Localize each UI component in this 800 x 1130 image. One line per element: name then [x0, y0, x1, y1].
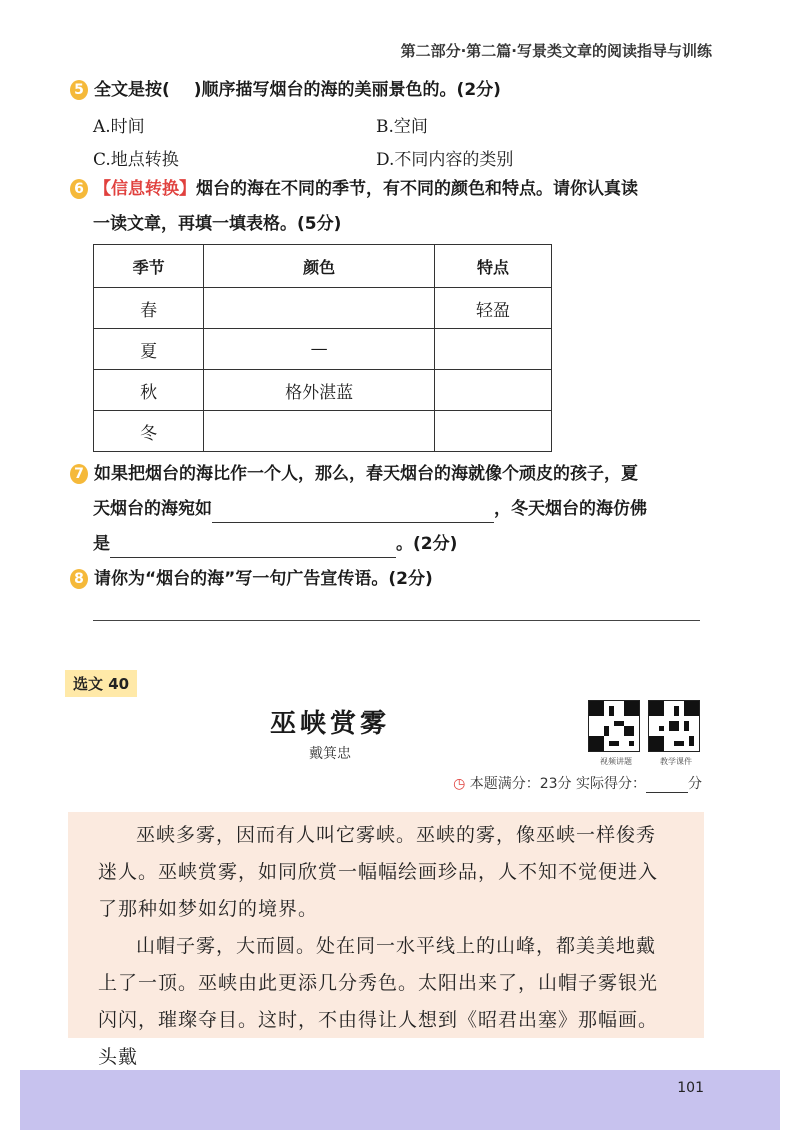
table-row: [94, 370, 552, 411]
table-cell: 格外湛蓝: [204, 370, 435, 411]
table-row: [94, 288, 552, 329]
passage-paragraph: 山帽子雾，大而圆。处在同一水平线上的山峰，都美美地戴上了一顶。巫峡由此更添几分秀色。太阳出来了，山帽子雾银光闪闪，璀璨夺目。这时，不由得让人想到《昭君出塞》那幅画。头戴: [98, 935, 659, 1068]
answer-blank[interactable]: [110, 535, 396, 558]
season-table: [93, 244, 552, 452]
score-label: 本题满分：23分 实际得分：: [469, 776, 646, 792]
table-cell: 冬: [94, 411, 204, 452]
question-7-line3: [93, 530, 457, 558]
question-text: 全文是按(: [94, 80, 170, 100]
passage-title: 巫峡赏雾: [269, 709, 390, 739]
question-8: [70, 565, 433, 593]
section-header: 第二部分·第二篇·写景类文章的阅读指导与训练: [400, 42, 712, 60]
question-text: 。(2分): [396, 534, 458, 554]
question-text-cont: )顺序描写烟台的海的美丽景色的。(2分): [193, 80, 501, 100]
score-unit: 分: [688, 776, 702, 792]
question-number: 5: [70, 80, 88, 100]
table-cell: 轻盈: [435, 288, 552, 329]
question-text: 请你为“烟台的海”写一句广告宣传语。(2分): [94, 569, 433, 589]
score-blank[interactable]: [646, 778, 688, 793]
table-cell: 春: [94, 288, 204, 329]
table-cell-blank[interactable]: [435, 329, 552, 370]
table-cell: 秋: [94, 370, 204, 411]
question-6: [70, 175, 710, 203]
answer-line[interactable]: [93, 620, 700, 621]
qr-label: 教学课件: [660, 757, 692, 766]
qr-video[interactable]: [588, 700, 644, 767]
clock-icon: ◷: [453, 776, 466, 792]
table-row: [94, 411, 552, 452]
question-7: [70, 460, 710, 488]
option-b: B.空间: [376, 117, 428, 137]
table-cell-blank[interactable]: [435, 411, 552, 452]
qr-label: 视频讲题: [600, 757, 632, 766]
question-number: 8: [70, 569, 88, 589]
footer-band: [20, 1070, 780, 1130]
table-header: 颜色: [204, 245, 435, 288]
question-text: 如果把烟台的海比作一个人，那么，春天烟台的海就像个顽皮的孩子，夏: [94, 464, 638, 484]
table-cell-blank[interactable]: [204, 411, 435, 452]
table-cell: —: [204, 329, 435, 370]
passage-box: [68, 812, 704, 1068]
option-a: A.时间: [93, 117, 145, 137]
passage-author: 戴箕忠: [309, 746, 351, 762]
table-header: 特点: [435, 245, 552, 288]
passage-paragraph: 巫峡多雾，因而有人叫它雾峡。巫峡的雾，像巫峡一样俊秀迷人。巫峡赏雾，如同欣赏一幅幅绘画珍品，人不知不觉便进入了那种如梦如幻的境界。: [98, 824, 659, 920]
question-text: 天烟台的海宛如: [93, 499, 212, 519]
score-line: [453, 773, 702, 793]
table-cell: 夏: [94, 329, 204, 370]
qr-code-icon: [588, 700, 640, 752]
question-6-line2: 一读文章，再填一填表格。(5分): [93, 214, 342, 234]
question-text: 烟台的海在不同的季节，有不同的颜色和特点。请你认真读: [196, 179, 638, 199]
qr-code-icon: [648, 700, 700, 752]
table-row: [94, 329, 552, 370]
table-cell-blank[interactable]: [204, 288, 435, 329]
answer-blank[interactable]: [212, 500, 494, 523]
question-text: 是: [93, 534, 110, 554]
question-number: 7: [70, 464, 88, 484]
question-number: 6: [70, 179, 88, 199]
qr-courseware[interactable]: [648, 700, 704, 767]
option-c: C.地点转换: [93, 150, 179, 170]
question-5: [70, 76, 501, 104]
table-cell-blank[interactable]: [435, 370, 552, 411]
page-number: 101: [677, 1080, 704, 1096]
passage-badge: 选文 40: [65, 670, 137, 697]
question-7-line2: [93, 495, 647, 523]
table-header: 季节: [94, 245, 204, 288]
option-d: D.不同内容的类别: [376, 150, 514, 170]
question-text: ，冬天烟台的海仿佛: [494, 499, 647, 519]
question-tag: 【信息转换】: [94, 179, 196, 199]
